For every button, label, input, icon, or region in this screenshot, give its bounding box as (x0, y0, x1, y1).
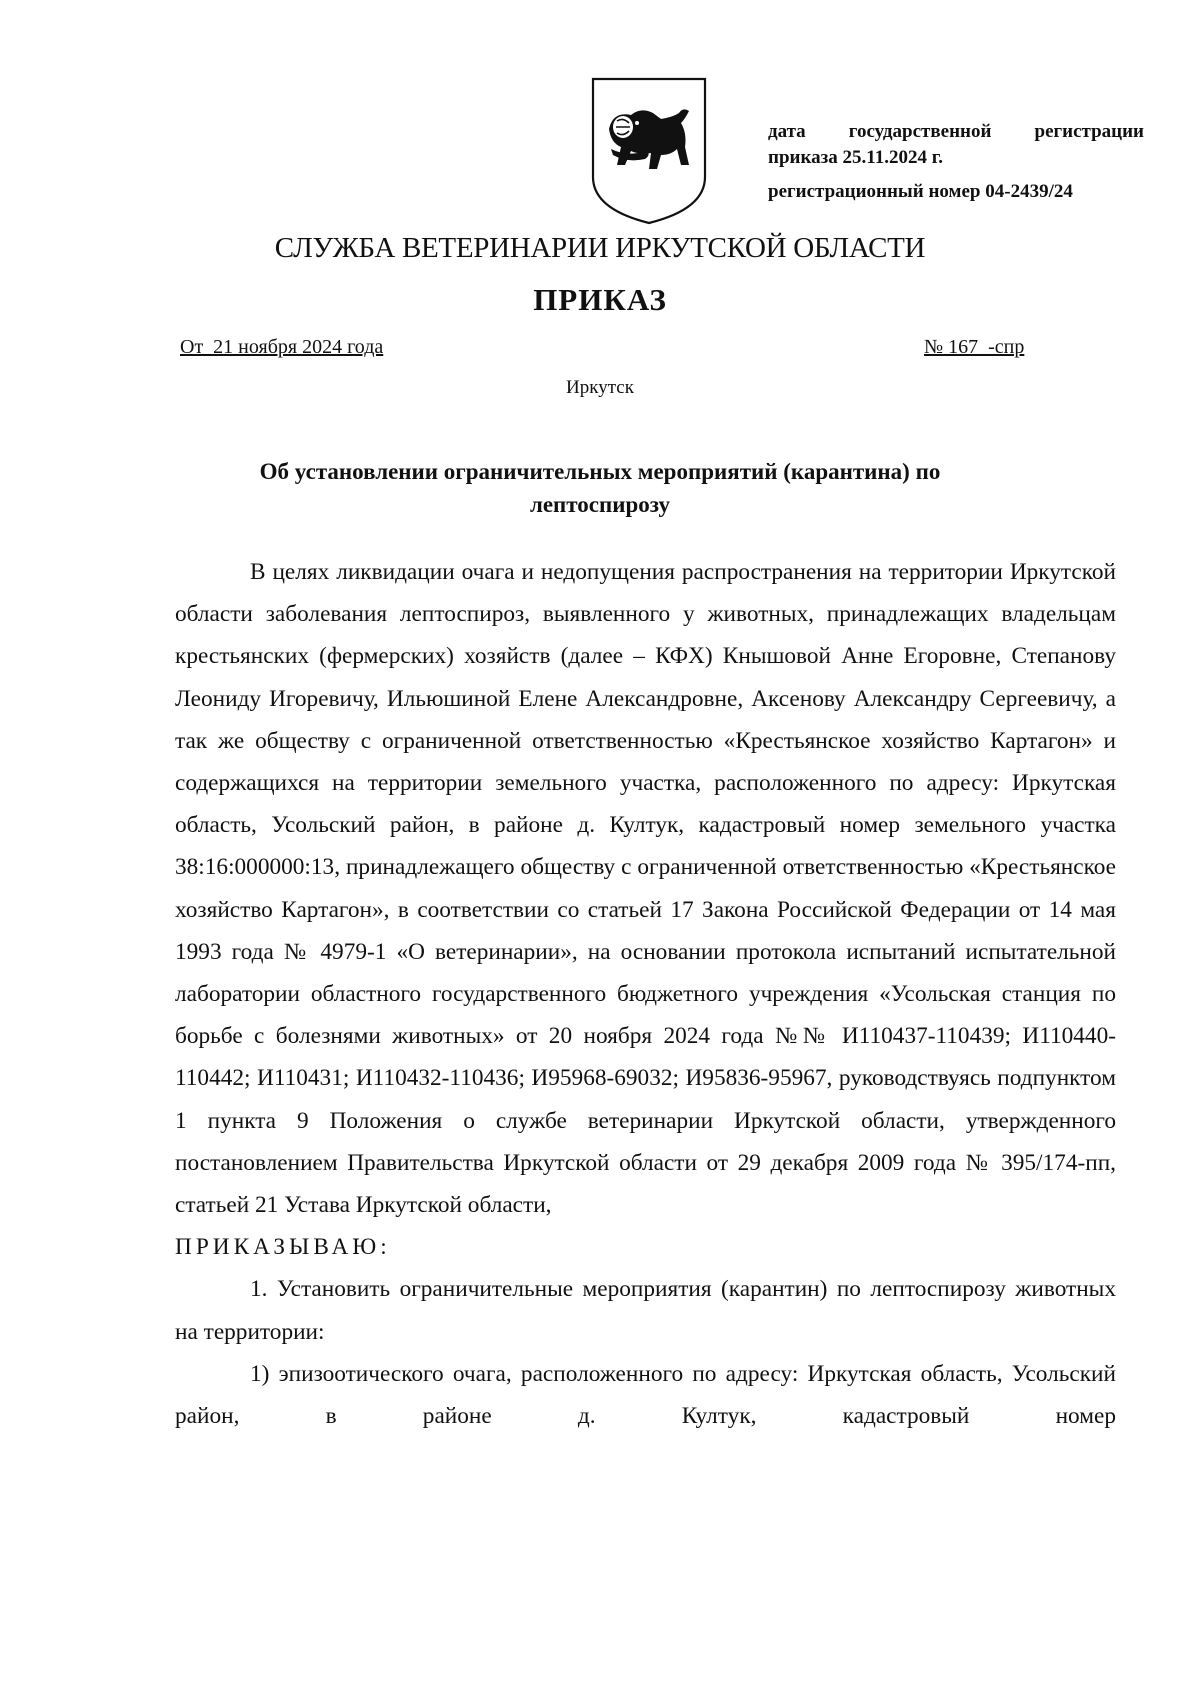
document-title: Об установлении ограничительных мероприятий (карантина) по лептоспирозу (259, 459, 941, 517)
document-type: ПРИКАЗ (533, 282, 667, 317)
order-item-1: 1. Установить ограничительные мероприятия (карантин) по лептоспирозу животных на территории: (175, 1276, 1116, 1345)
document-body (175, 551, 1116, 1437)
order-city: Иркутск (566, 377, 634, 398)
agency-name: СЛУЖБА ВЕТЕРИНАРИИ ИРКУТСКОЙ ОБЛАСТИ (274, 232, 926, 264)
registration-date-value: приказа 25.11.2024 г. (768, 147, 943, 168)
registration-date-label: дата государственной регистрации (768, 121, 1144, 142)
registration-number: регистрационный номер 04-2439/24 (768, 181, 1073, 202)
order-item-1-1: 1) эпизоотического очага, расположенного по адресу: Иркутская область, Усольский район, в районе д. Култук, кадастровый номер (175, 1360, 1116, 1430)
order-date: От 21 ноября 2024 года (180, 336, 384, 358)
order-word: ПРИКАЗЫВАЮ: (175, 1234, 391, 1261)
order-number: № 167 -спр (924, 336, 1025, 358)
preamble-paragraph: В целях ликвидации очага и недопущения распространения на территории Иркутской области заболевания лептоспироз, выявленного у животных, принадлежащих владельцам крестьянских (фермерских) хозяйств (далее – КФХ) Кнышовой Анне Егоровне, Степанову Леониду Игоревичу, Ильюшиной Елене Александровне, Аксенову Александру Сергеевичу, а так же обществу с ограниченной ответственностью «Крестьянское хозяйство Картагон» и содержащихся на территории земельного участка, расположенного по адресу: Иркутская область, Усольский район, в районе д. Култук, кадастровый номер земельного участка 38:16:000000:13, принадлежащего обществу с ограниченной ответственностью «Крестьянское хозяйство Картагон», в соответствии со статьей 17 Закона Российской Федерации от 14 мая 1993 года № 4979-1 «О ветеринарии», на основании протокола испытаний испытательной лаборатории областного государственного бюджетного учреждения «Усольская станция по борьбе с болезнями животных» от 20 ноября 2024 года №№ И110437-110439; И110440-110442; И110431; И110432-110436; И95968-69032; И95836-95967, руководствуясь подпунктом 1 пункта 9 Положения о службе ветеринарии Иркутской области, утвержденного постановлением Правительства Иркутской области от 29 декабря 2009 года № 395/174-пп, статьей 21 Устава Иркутской области, (175, 559, 1116, 1219)
coat-of-arms-emblem (591, 77, 707, 225)
